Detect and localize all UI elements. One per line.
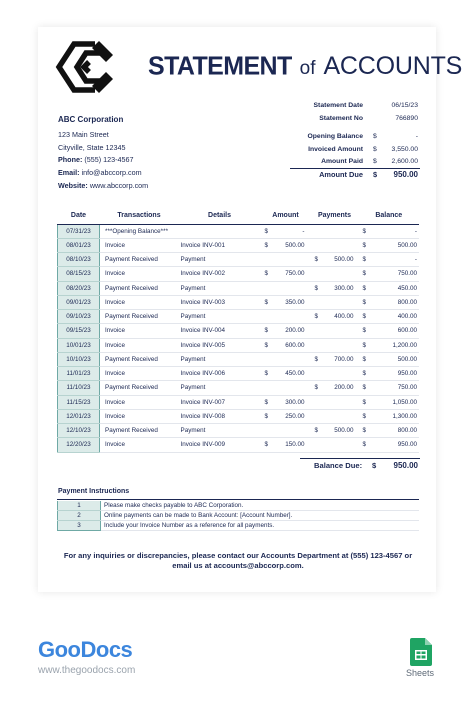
row-payment: [322, 267, 359, 281]
table-row: [58, 409, 420, 423]
amount-paid-label: Amount Paid: [321, 158, 363, 166]
statement-no-row: [290, 113, 420, 126]
company-logo-icon: [55, 38, 117, 96]
company-name: ABC Corporation: [58, 115, 124, 124]
row-balance: 500.00: [369, 352, 420, 366]
row-details: Payment: [179, 352, 261, 366]
balance-due-currency: $: [372, 461, 377, 470]
row-transaction: Payment Received: [100, 381, 179, 395]
instruction-text: Online payments can be made to Bank Account: [Account Number].: [101, 511, 420, 521]
row-payment: [322, 338, 359, 352]
table-row: [58, 324, 420, 338]
row-details: Invoice INV-003: [179, 295, 261, 309]
row-amount-currency: [261, 281, 271, 295]
row-payment-currency: $: [311, 281, 322, 295]
row-amount-currency: $: [261, 324, 271, 338]
row-transaction: Invoice: [100, 409, 179, 423]
row-payment: 200.00: [322, 381, 359, 395]
amount-paid-value: 2,600.00: [391, 158, 418, 166]
row-transaction: Invoice: [100, 395, 179, 409]
google-sheets-icon: [410, 638, 432, 666]
table-row: [58, 367, 420, 381]
row-payment: [322, 395, 359, 409]
row-amount-currency: $: [261, 395, 271, 409]
row-balance: 500.00: [369, 238, 420, 252]
row-amount: [271, 381, 311, 395]
row-balance-currency: $: [359, 310, 369, 324]
row-amount: 350.00: [271, 295, 311, 309]
row-details: Invoice INV-008: [179, 409, 261, 423]
payment-instructions-table: [57, 501, 419, 531]
row-date: 12/20/23: [58, 438, 100, 452]
row-amount: [271, 424, 311, 438]
row-details: [179, 224, 261, 238]
row-transaction: Invoice: [100, 338, 179, 352]
row-amount-currency: [261, 424, 271, 438]
col-transactions: Transactions: [100, 208, 179, 224]
row-details: Payment: [179, 310, 261, 324]
row-payment: [322, 324, 359, 338]
website-value: www.abccorp.com: [89, 180, 149, 190]
title-statement: STATEMENT: [148, 51, 292, 81]
row-payment: 500.00: [322, 253, 359, 267]
row-balance-currency: $: [359, 409, 369, 423]
page-title: [148, 52, 462, 81]
table-row: [58, 267, 420, 281]
row-amount-currency: $: [261, 295, 271, 309]
row-transaction: Payment Received: [100, 253, 179, 267]
statement-date-row: [290, 100, 420, 113]
instruction-row: [58, 511, 420, 521]
instruction-text: Include your Invoice Number as a reference for all payments.: [101, 520, 420, 530]
row-date: 08/10/23: [58, 253, 100, 267]
row-amount: 500.00: [271, 238, 311, 252]
row-date: 08/01/23: [58, 238, 100, 252]
row-balance-currency: $: [359, 281, 369, 295]
row-amount: [271, 281, 311, 295]
row-balance-currency: $: [359, 295, 369, 309]
row-amount-currency: $: [261, 367, 271, 381]
opening-balance-row: [290, 131, 420, 144]
instruction-row: [58, 501, 420, 511]
row-details: Payment: [179, 381, 261, 395]
row-balance: 400.00: [369, 310, 420, 324]
row-balance-currency: $: [359, 352, 369, 366]
amount-due-label: Amount Due: [319, 169, 363, 179]
row-date: 10/01/23: [58, 338, 100, 352]
website-label: Website:: [58, 180, 88, 190]
row-amount: 750.00: [271, 267, 311, 281]
table-row: [58, 295, 420, 309]
row-date: 12/01/23: [58, 409, 100, 423]
table-row: [58, 352, 420, 366]
row-amount: [271, 253, 311, 267]
row-balance-currency: $: [359, 381, 369, 395]
row-payment-currency: [311, 295, 322, 309]
balance-due: [300, 458, 420, 470]
instruction-number: 3: [58, 520, 101, 530]
row-balance: 1,300.00: [369, 409, 420, 423]
row-payment: [322, 224, 359, 238]
row-amount: [271, 310, 311, 324]
col-date: Date: [58, 208, 100, 224]
row-date: 09/10/23: [58, 310, 100, 324]
row-amount-currency: $: [261, 438, 271, 452]
amount-due-row: [290, 169, 420, 182]
row-amount-currency: $: [261, 238, 271, 252]
row-balance-currency: $: [359, 267, 369, 281]
row-amount: [271, 352, 311, 366]
payment-instructions-title: Payment Instructions: [58, 488, 130, 495]
col-details: Details: [179, 208, 261, 224]
row-amount: 300.00: [271, 395, 311, 409]
row-payment-currency: [311, 267, 322, 281]
row-date: 11/10/23: [58, 381, 100, 395]
invoiced-amount-value: 3,550.00: [391, 145, 418, 153]
row-payment-currency: [311, 238, 322, 252]
statement-date-value: 06/15/23: [391, 102, 418, 109]
invoiced-amount-currency: $: [373, 145, 377, 153]
row-amount-currency: $: [261, 409, 271, 423]
row-balance: 450.00: [369, 281, 420, 295]
row-date: 11/15/23: [58, 395, 100, 409]
row-payment-currency: [311, 395, 322, 409]
row-payment: [322, 367, 359, 381]
row-details: Invoice INV-005: [179, 338, 261, 352]
row-payment: 500.00: [322, 424, 359, 438]
opening-balance-value: -: [415, 133, 418, 141]
row-details: Invoice INV-006: [179, 367, 261, 381]
company-city: Cityville, State 12345: [58, 142, 126, 152]
row-payment: [322, 238, 359, 252]
table-row: [58, 238, 420, 252]
row-payment: [322, 295, 359, 309]
row-amount: 450.00: [271, 367, 311, 381]
row-amount-currency: $: [261, 338, 271, 352]
row-date: 09/01/23: [58, 295, 100, 309]
row-transaction: Invoice: [100, 324, 179, 338]
inquiry-line-1: For any inquiries or discrepancies, please contact our Accounts Department at (555) 123-4567 or: [63, 551, 413, 560]
table-row: [58, 438, 420, 452]
row-amount: -: [271, 224, 311, 238]
row-transaction: Invoice: [100, 267, 179, 281]
inquiry-line-2: email us at accounts@abccorp.com.: [172, 561, 304, 570]
row-amount-currency: $: [261, 224, 271, 238]
table-row: [58, 253, 420, 267]
row-transaction: Payment Received: [100, 424, 179, 438]
opening-balance-currency: $: [373, 133, 377, 141]
row-transaction: ***Opening Balance***: [100, 224, 179, 238]
instruction-row: [58, 520, 420, 530]
row-transaction: Invoice: [100, 367, 179, 381]
row-transaction: Invoice: [100, 438, 179, 452]
row-balance: 800.00: [369, 424, 420, 438]
row-balance-currency: $: [359, 224, 369, 238]
amount-paid-row: [290, 156, 420, 169]
table-row: [58, 224, 420, 238]
row-date: 07/31/23: [58, 224, 100, 238]
instruction-text: Please make checks payable to ABC Corporation.: [101, 501, 420, 511]
row-details: Invoice INV-009: [179, 438, 261, 452]
row-payment: 700.00: [322, 352, 359, 366]
row-balance: 1,200.00: [369, 338, 420, 352]
row-payment-currency: [311, 438, 322, 452]
row-amount-currency: [261, 310, 271, 324]
row-amount: 250.00: [271, 409, 311, 423]
row-balance-currency: $: [359, 395, 369, 409]
balance-due-label: Balance Due:: [314, 461, 363, 470]
row-date: 11/01/23: [58, 367, 100, 381]
row-balance-currency: $: [359, 438, 369, 452]
statement-date-label: Statement Date: [313, 102, 363, 109]
col-amount: Amount: [261, 208, 311, 224]
row-transaction: Invoice: [100, 238, 179, 252]
row-payment-currency: [311, 409, 322, 423]
row-balance-currency: $: [359, 424, 369, 438]
divider: [57, 499, 419, 500]
row-amount: 150.00: [271, 438, 311, 452]
phone-label: Phone:: [58, 155, 83, 165]
col-balance: Balance: [359, 208, 420, 224]
row-payment: 300.00: [322, 281, 359, 295]
row-details: Payment: [179, 281, 261, 295]
row-payment-currency: [311, 224, 322, 238]
row-details: Payment: [179, 424, 261, 438]
col-payments: Payments: [311, 208, 359, 224]
company-info: [58, 114, 148, 193]
title-accounts: ACCOUNTS: [323, 52, 463, 80]
invoiced-amount-label: Invoiced Amount: [308, 145, 363, 153]
goodocs-logo: GooDocs: [38, 637, 133, 662]
row-transaction: Payment Received: [100, 352, 179, 366]
row-balance: 1,050.00: [369, 395, 420, 409]
row-details: Invoice INV-002: [179, 267, 261, 281]
table-row: [58, 395, 420, 409]
row-balance: 600.00: [369, 324, 420, 338]
opening-balance-label: Opening Balance: [307, 133, 363, 141]
amount-due-currency: $: [373, 169, 378, 179]
company-street: 123 Main Street: [58, 129, 109, 139]
email-value: info@abccorp.com: [81, 168, 142, 178]
invoiced-amount-row: [290, 144, 420, 157]
row-transaction: Invoice: [100, 295, 179, 309]
row-payment-currency: [311, 324, 322, 338]
row-details: Invoice INV-007: [179, 395, 261, 409]
row-transaction: Payment Received: [100, 310, 179, 324]
row-balance: -: [369, 224, 420, 238]
row-payment-currency: [311, 338, 322, 352]
row-date: 08/15/23: [58, 267, 100, 281]
row-balance-currency: $: [359, 338, 369, 352]
row-details: Payment: [179, 253, 261, 267]
statement-no-value: 766890: [395, 114, 418, 122]
row-balance-currency: $: [359, 238, 369, 252]
row-balance: 800.00: [369, 295, 420, 309]
row-transaction: Payment Received: [100, 281, 179, 295]
company-email: [58, 167, 148, 180]
company-phone: [58, 154, 148, 167]
row-amount-currency: [261, 253, 271, 267]
row-payment-currency: $: [311, 381, 322, 395]
row-payment: [322, 409, 359, 423]
row-amount: 200.00: [271, 324, 311, 338]
row-date: 10/10/23: [58, 352, 100, 366]
goodocs-url[interactable]: www.thegoodocs.com: [38, 665, 136, 676]
row-balance-currency: $: [359, 324, 369, 338]
row-payment: 400.00: [322, 310, 359, 324]
row-balance: 950.00: [369, 367, 420, 381]
inquiry-note: [57, 551, 419, 571]
row-amount-currency: $: [261, 267, 271, 281]
row-date: 08/20/23: [58, 281, 100, 295]
row-balance: -: [369, 253, 420, 267]
row-date: 12/10/23: [58, 424, 100, 438]
amount-due-value: 950.00: [393, 169, 418, 179]
row-amount-currency: [261, 381, 271, 395]
row-details: Invoice INV-001: [179, 238, 261, 252]
table-row: [58, 338, 420, 352]
company-website: [58, 180, 148, 193]
transactions-table: [57, 208, 419, 453]
row-balance: 750.00: [369, 267, 420, 281]
table-row: [58, 281, 420, 295]
row-payment-currency: $: [311, 310, 322, 324]
row-payment-currency: $: [311, 253, 322, 267]
sheets-label: Sheets: [406, 668, 435, 678]
amount-paid-currency: $: [373, 158, 377, 166]
row-balance: 950.00: [369, 438, 420, 452]
balance-due-value: 950.00: [393, 461, 418, 470]
row-payment-currency: $: [311, 352, 322, 366]
row-payment-currency: [311, 367, 322, 381]
row-payment-currency: $: [311, 424, 322, 438]
table-header-row: [58, 208, 420, 224]
email-label: Email:: [58, 168, 80, 178]
row-date: 09/15/23: [58, 324, 100, 338]
table-row: [58, 424, 420, 438]
row-amount-currency: [261, 352, 271, 366]
goodocs-brand[interactable]: [38, 637, 136, 676]
row-balance-currency: $: [359, 253, 369, 267]
table-row: [58, 381, 420, 395]
row-balance: 750.00: [369, 381, 420, 395]
instruction-number: 2: [58, 511, 101, 521]
row-balance-currency: $: [359, 367, 369, 381]
row-amount: 600.00: [271, 338, 311, 352]
statement-no-label: Statement No: [319, 114, 363, 122]
table-row: [58, 310, 420, 324]
phone-value: (555) 123-4567: [84, 155, 134, 165]
statement-summary: [290, 100, 420, 182]
row-details: Invoice INV-004: [179, 324, 261, 338]
instruction-number: 1: [58, 501, 101, 511]
title-of: of: [299, 58, 316, 79]
row-payment: [322, 438, 359, 452]
